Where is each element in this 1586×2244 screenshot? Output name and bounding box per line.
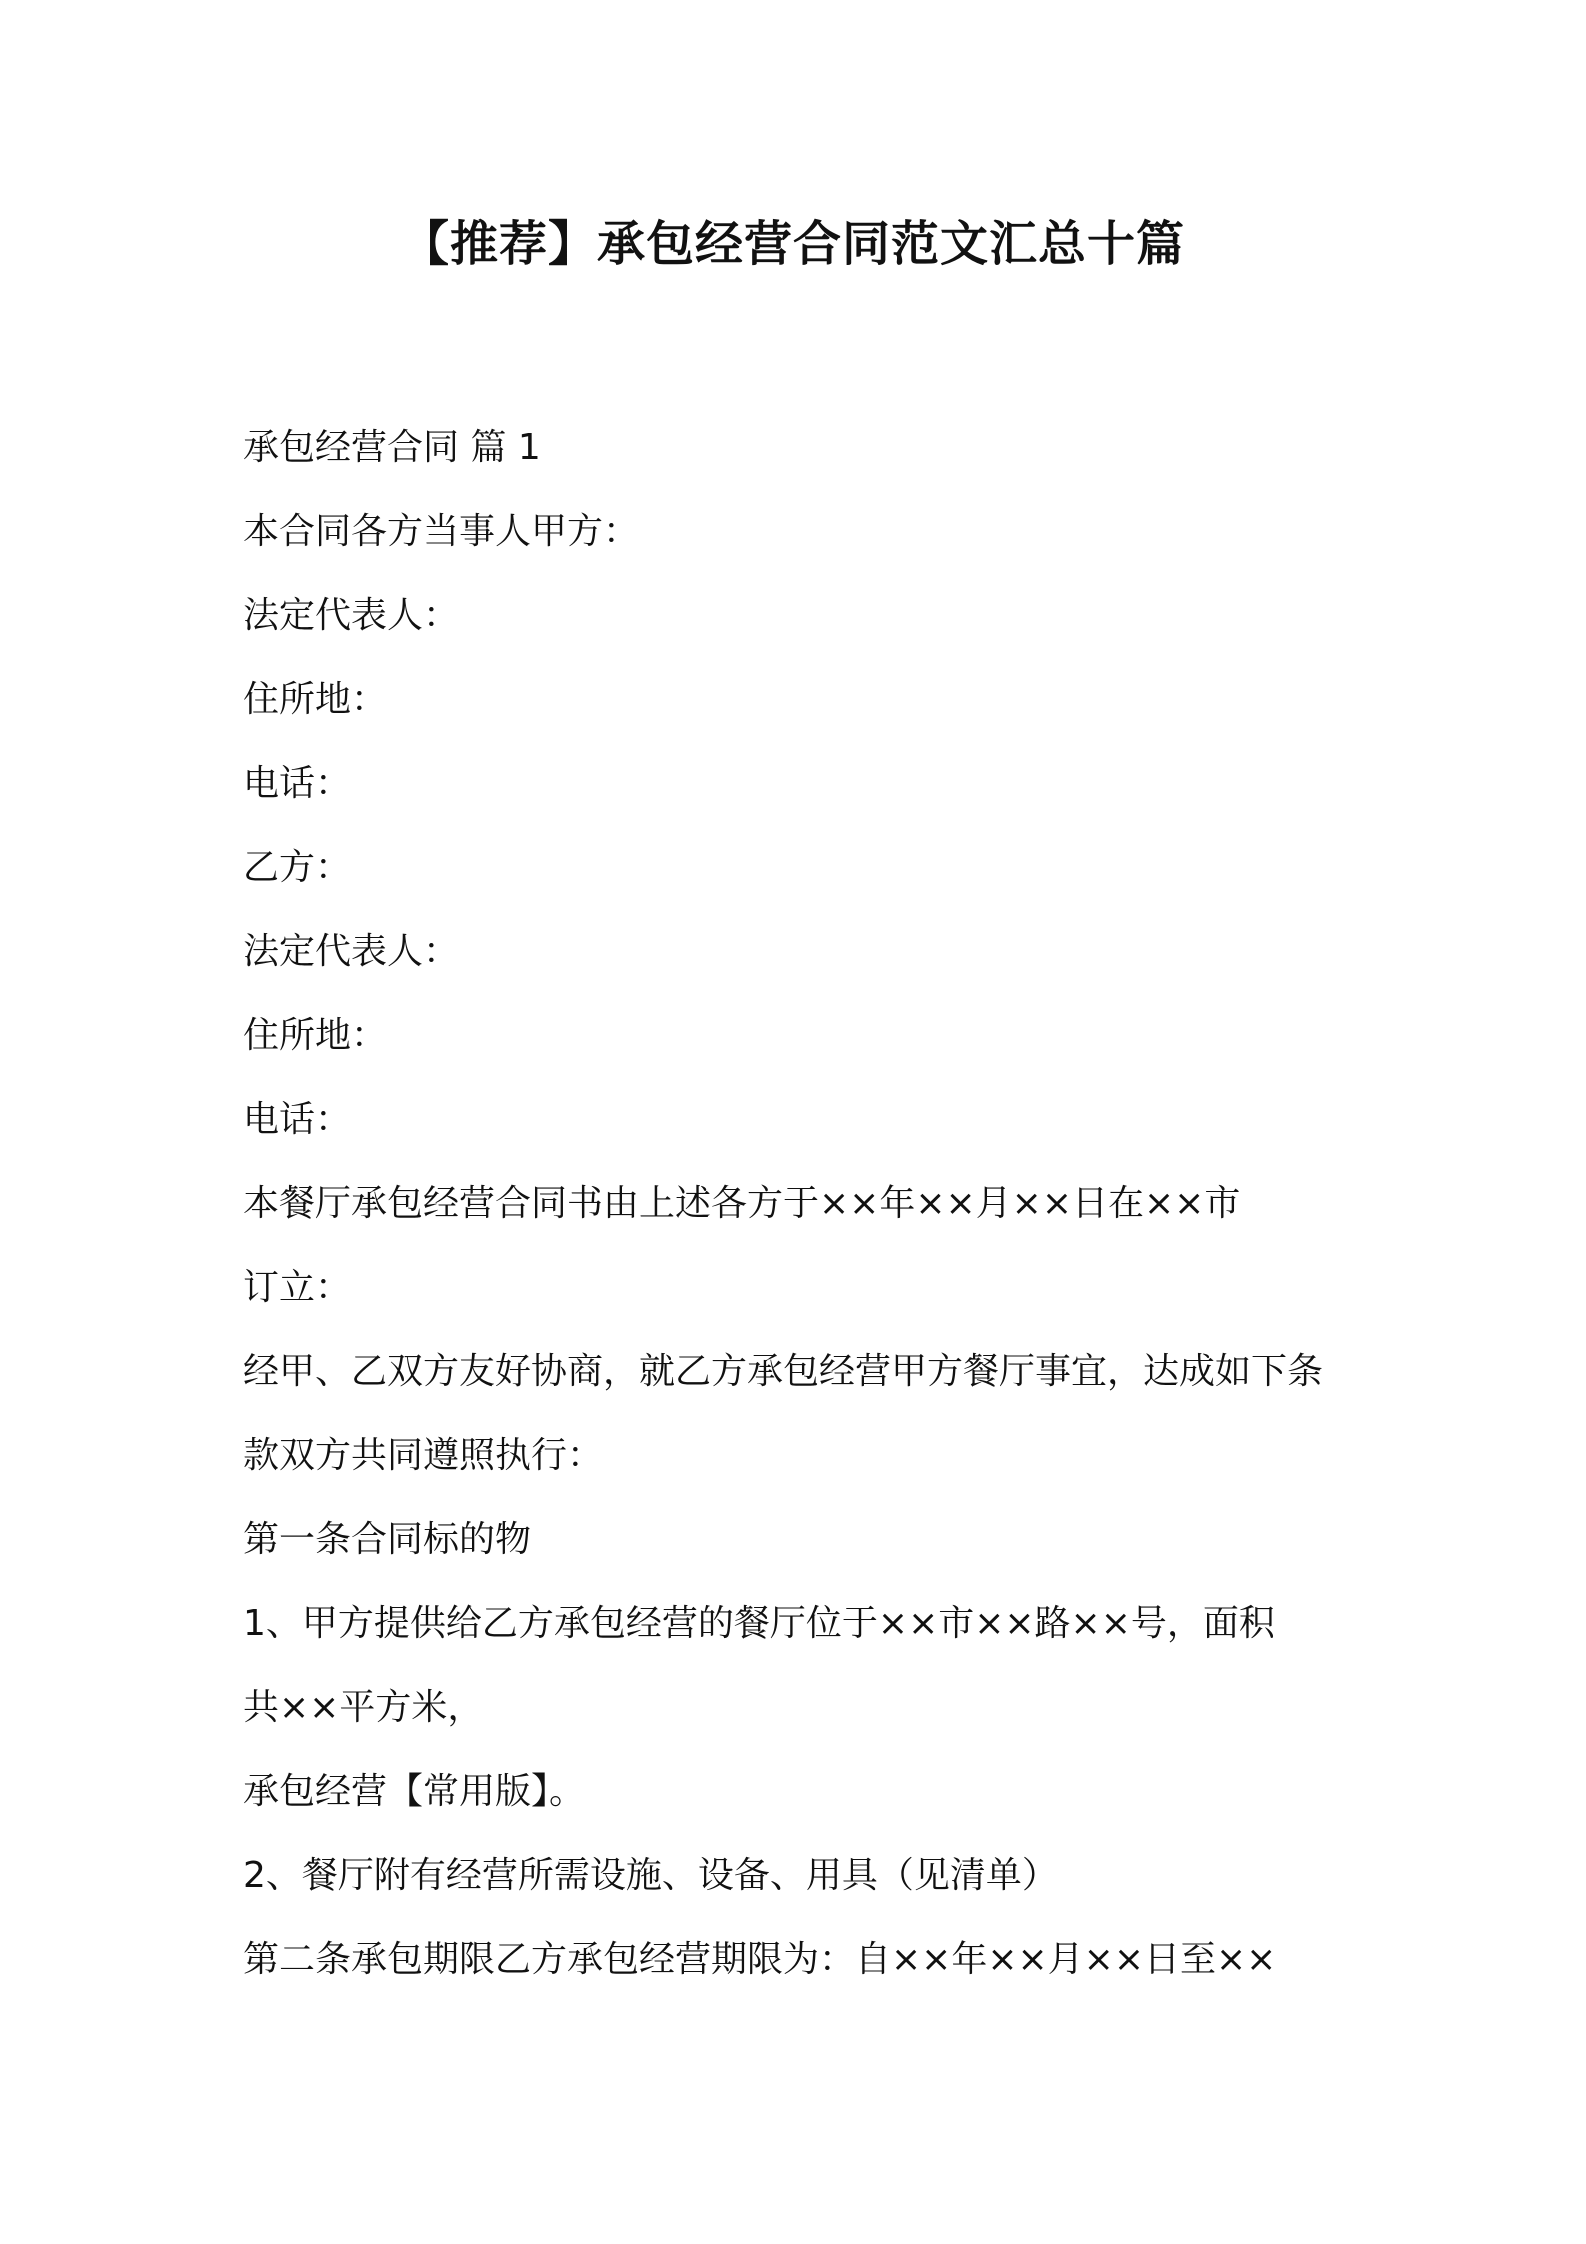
paragraph-line: 第二条承包期限乙方承包经营期限为：自××年××月××日至×× bbox=[243, 1939, 1277, 1980]
paragraph-line: 承包经营【常用版】。 bbox=[243, 1771, 586, 1812]
paragraph-line: 共××平方米， bbox=[243, 1687, 484, 1728]
paragraph-line: 款双方共同遵照执行： bbox=[243, 1435, 604, 1476]
paragraph-line: 法定代表人： bbox=[243, 595, 460, 636]
paragraph-line: 住所地： bbox=[243, 679, 388, 720]
paragraph-line: 电话： bbox=[243, 1099, 352, 1140]
paragraph-line: 乙方： bbox=[243, 847, 352, 888]
paragraph-line: 本合同各方当事人甲方： bbox=[243, 511, 640, 552]
paragraph-line: 1、甲方提供给乙方承包经营的餐厅位于××市××路××号，面积 bbox=[243, 1603, 1275, 1644]
paragraph-line: 住所地： bbox=[243, 1015, 388, 1056]
paragraph-line: 电话： bbox=[243, 763, 352, 804]
paragraph-line: 本餐厅承包经营合同书由上述各方于××年××月××日在××市 bbox=[243, 1183, 1241, 1224]
paragraph-line: 订立： bbox=[243, 1267, 352, 1308]
document-body bbox=[243, 406, 1363, 2002]
paragraph-line: 法定代表人： bbox=[243, 931, 460, 972]
section-heading: 承包经营合同 篇 1 bbox=[243, 427, 541, 468]
paragraph-line: 经甲、乙双方友好协商，就乙方承包经营甲方餐厅事宜，达成如下条 bbox=[243, 1351, 1324, 1392]
paragraph-line: 2、餐厅附有经营所需设施、设备、用具（见清单） bbox=[243, 1855, 1058, 1896]
document-title: 【推荐】承包经营合同范文汇总十篇 bbox=[400, 216, 1185, 272]
paragraph-line: 第一条合同标的物 bbox=[243, 1519, 532, 1560]
